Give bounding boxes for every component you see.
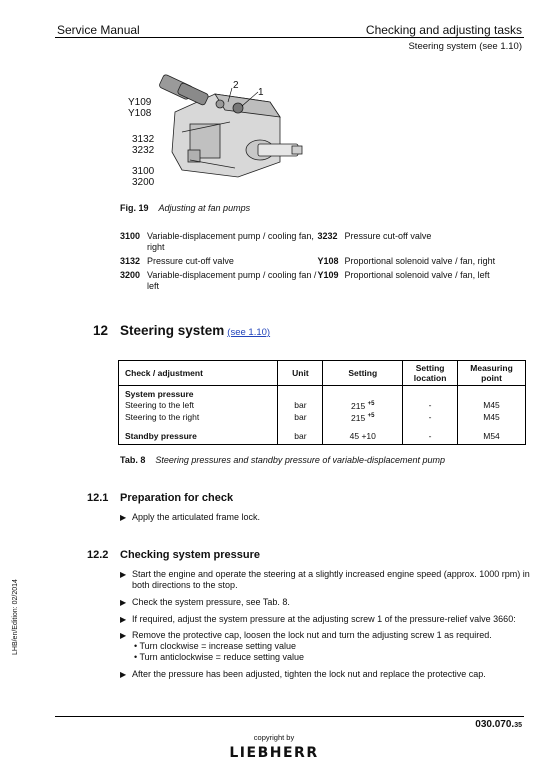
table-cell xyxy=(403,386,458,400)
bullet-item: • Turn clockwise = increase setting value xyxy=(134,641,296,651)
column-header: Check / adjustment xyxy=(119,361,278,386)
table-cell: Steering to the right xyxy=(119,411,278,423)
step-arrow-icon: ▶ xyxy=(120,670,127,679)
step-arrow-icon: ▶ xyxy=(120,513,127,522)
subsection-number: 12.2 xyxy=(87,549,109,561)
table-cell xyxy=(323,399,403,411)
table-row xyxy=(119,399,526,411)
table-cell: bar xyxy=(278,423,323,445)
step-text: Apply the articulated frame lock. xyxy=(132,512,261,522)
bullet-item: • Turn anticlockwise = reduce setting value xyxy=(134,652,304,662)
column-header: Setting xyxy=(323,361,403,386)
step-item xyxy=(120,669,530,680)
page-number-suffix: 35 xyxy=(514,722,522,729)
step-item xyxy=(120,512,530,523)
header-rule xyxy=(55,37,524,38)
header-subtitle: Steering system (see 1.10) xyxy=(408,41,522,52)
section-12-2-heading xyxy=(87,549,260,561)
legend-value: Variable-displacement pump / cooling fan / left xyxy=(147,270,317,291)
liebherr-logo: LIEBHERR xyxy=(229,745,319,761)
legend-row xyxy=(120,231,515,253)
table-cell xyxy=(458,386,526,400)
column-header: Measuring point xyxy=(458,361,526,386)
step-text: After the pressure has been adjusted, tighten the lock nut and replace the protective cap. xyxy=(132,669,486,679)
legend-value: Proportional solenoid valve / fan, left xyxy=(344,270,490,280)
label-3232: 3232 xyxy=(132,145,155,156)
table-cell: - xyxy=(403,399,458,411)
copyright-text: copyright by xyxy=(253,733,295,742)
header-manual-title: Service Manual xyxy=(57,23,140,37)
legend-value: Variable-displacement pump / cooling fan, right xyxy=(147,231,314,252)
setting-tolerance: +5 xyxy=(367,412,375,419)
label-1: 1 xyxy=(258,87,264,98)
figure-caption xyxy=(120,203,250,213)
section-12-heading xyxy=(93,323,270,338)
table-cell: M54 xyxy=(458,423,526,445)
table-caption xyxy=(120,455,445,465)
label-3100: 3100 xyxy=(132,166,155,177)
table-caption-text: Steering pressures and standby pressure of variable-displacement pump xyxy=(155,455,446,465)
legend-key: Y108 xyxy=(317,256,339,266)
legend-key: 3132 xyxy=(120,256,141,266)
section-reference-link[interactable]: (see 1.10) xyxy=(227,327,271,338)
step-text: Remove the protective cap, loosen the lock nut and turn the adjusting screw 1 as required. xyxy=(132,630,492,640)
legend-key: 3100 xyxy=(120,231,141,241)
table-row xyxy=(119,423,526,445)
table-cell: M45 xyxy=(458,399,526,411)
page-number: 030.070.35 xyxy=(475,719,522,730)
step-arrow-icon: ▶ xyxy=(120,570,127,579)
steering-pressure-table xyxy=(118,360,526,445)
step-text: Start the engine and operate the steering at a slightly increased engine speed (approx. 1000 rpm) in both directions to the stop. xyxy=(132,569,530,590)
figure-caption-number: Fig. 19 xyxy=(120,203,149,213)
bullet-list xyxy=(132,641,492,663)
setting-value: 215 xyxy=(351,400,368,411)
section-title: Steering system xyxy=(120,323,225,338)
label-2: 2 xyxy=(233,80,239,91)
table-header-row xyxy=(119,361,526,386)
legend-key: 3232 xyxy=(317,231,338,241)
table-caption-number: Tab. 8 xyxy=(120,455,146,465)
table-cell xyxy=(278,386,323,400)
step-item xyxy=(120,630,530,663)
legend-value: Pressure cut-off valve xyxy=(344,231,432,241)
setting-tolerance: +5 xyxy=(367,401,375,407)
column-header: Unit xyxy=(278,361,323,386)
table-cell xyxy=(323,411,403,423)
column-header: Setting location xyxy=(403,361,458,386)
section-12-1-heading xyxy=(87,492,233,504)
table-cell: Standby pressure xyxy=(119,423,278,445)
table-cell: M45 xyxy=(458,411,526,423)
legend-value: Proportional solenoid valve / fan, right xyxy=(344,256,496,266)
step-arrow-icon: ▶ xyxy=(120,615,127,624)
table-row xyxy=(119,411,526,423)
setting-value: 215 xyxy=(351,412,368,423)
step-text: Check the system pressure, see Tab. 8. xyxy=(132,597,290,607)
subsection-number: 12.1 xyxy=(87,492,109,504)
step-item xyxy=(120,614,530,625)
step-text: If required, adjust the system pressure at the adjusting screw 1 of the pressure-relief valve 3660: xyxy=(132,614,516,624)
edition-sidebar: LHB/en/Edition: 02/2014 xyxy=(12,579,19,655)
label-3200: 3200 xyxy=(132,177,155,188)
step-item xyxy=(120,597,530,608)
legend-row xyxy=(120,270,515,292)
table-cell: - xyxy=(403,423,458,445)
legend-value: Pressure cut-off valve xyxy=(147,256,234,266)
label-3132: 3132 xyxy=(132,134,155,145)
figure-legend xyxy=(120,231,515,295)
legend-key: 3200 xyxy=(120,270,141,280)
section-number: 12 xyxy=(93,323,109,338)
table-row xyxy=(119,386,526,400)
subsection-title: Preparation for check xyxy=(120,492,234,504)
step-arrow-icon: ▶ xyxy=(120,631,127,640)
table-cell xyxy=(323,386,403,400)
table-cell: 45 +10 xyxy=(323,423,403,445)
header-chapter-title: Checking and adjusting tasks xyxy=(365,23,522,37)
table-cell: System pressure xyxy=(119,386,278,400)
legend-key: Y109 xyxy=(317,270,339,280)
step-arrow-icon: ▶ xyxy=(120,598,127,607)
table-cell: Steering to the left xyxy=(119,399,278,411)
label-y109: Y109 xyxy=(128,97,152,108)
legend-row xyxy=(120,256,515,267)
subsection-title: Checking system pressure xyxy=(120,549,261,561)
step-item xyxy=(120,569,530,591)
label-y108: Y108 xyxy=(128,108,152,119)
table-cell: bar xyxy=(278,399,323,411)
figure-caption-text: Adjusting at fan pumps xyxy=(158,203,251,213)
footer-rule xyxy=(55,716,524,717)
table-cell: - xyxy=(403,411,458,423)
table-cell: bar xyxy=(278,411,323,423)
